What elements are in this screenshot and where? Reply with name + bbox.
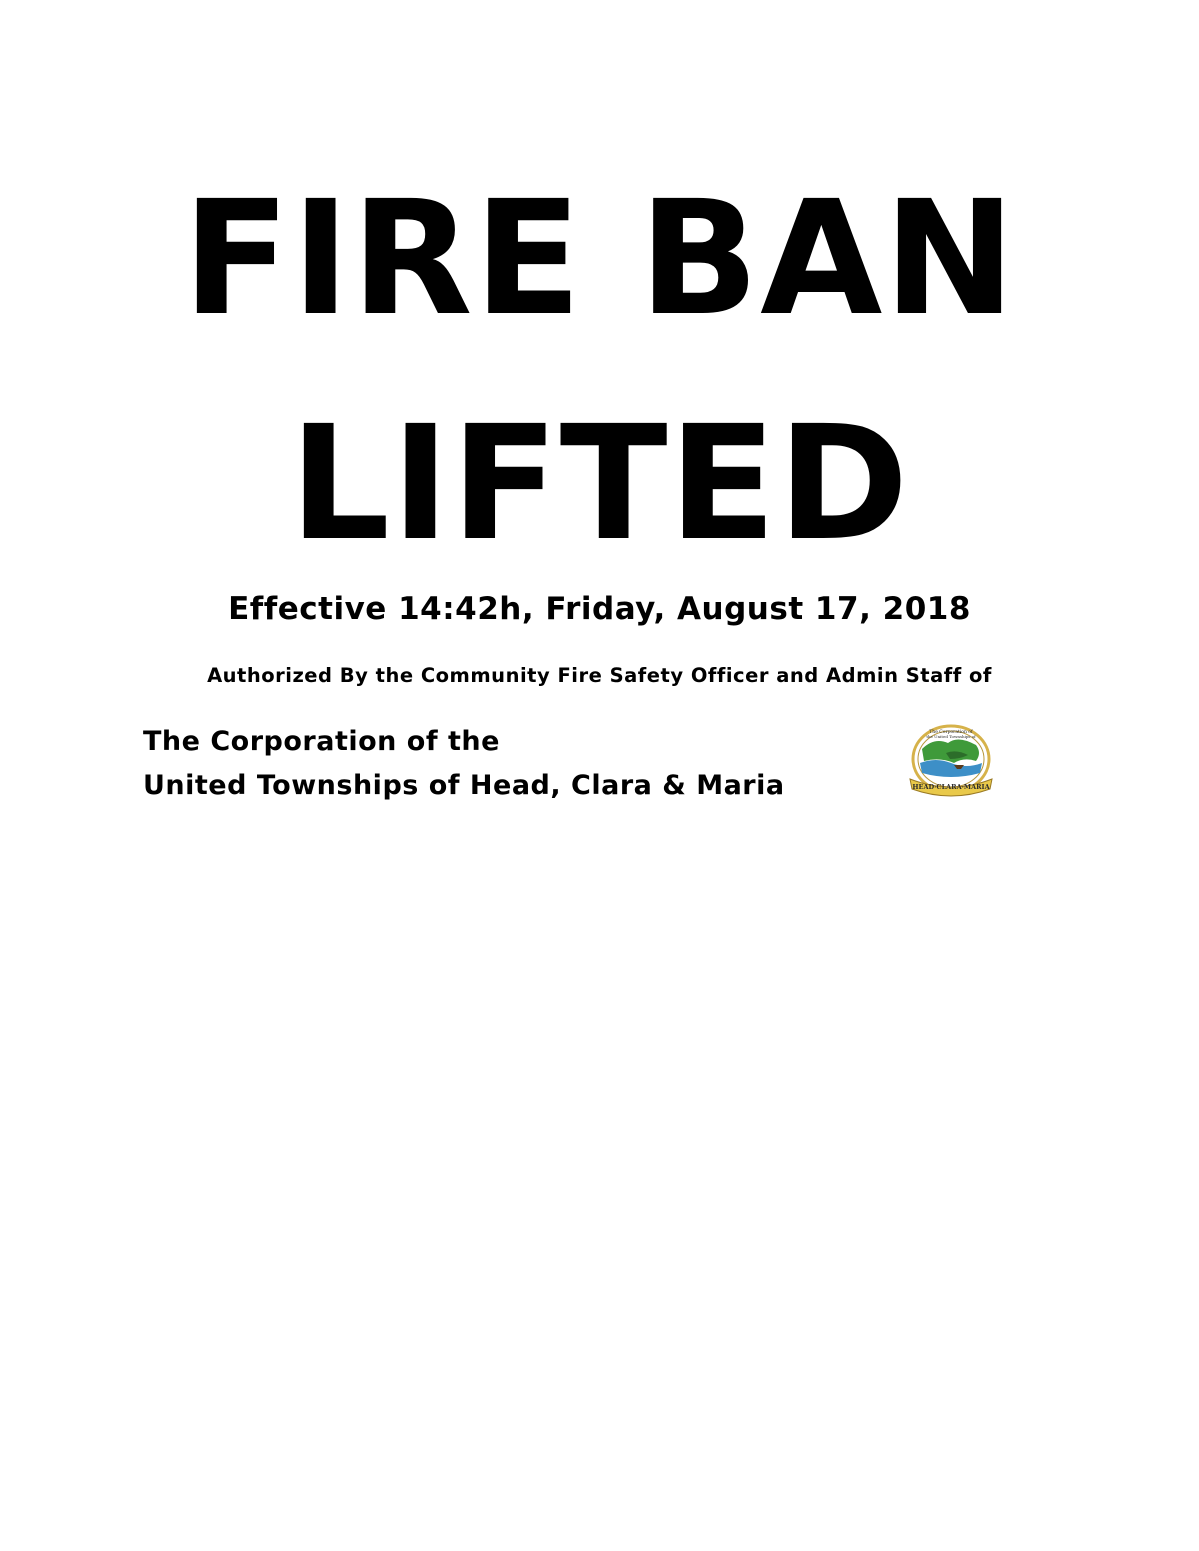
corporation-name-line1: The Corporation of the [143, 726, 500, 757]
seal-middle-text: the United Townships of [926, 734, 976, 739]
township-seal-logo [906, 723, 996, 799]
headline-fire-ban: FIRE BAN [182, 167, 1017, 351]
corporation-name-line2: United Townships of Head, Clara & Maria [143, 770, 785, 801]
effective-date: Effective 14:42h, Friday, August 17, 2018 [228, 591, 971, 627]
authorization-statement: Authorized By the Community Fire Safety Officer and Admin Staff of [207, 664, 992, 687]
headline-lifted: LIFTED [289, 392, 910, 576]
seal-top-text: The Corporation of [929, 730, 973, 735]
seal-banner-text: HEAD·CLARA·MARIA [912, 783, 990, 791]
